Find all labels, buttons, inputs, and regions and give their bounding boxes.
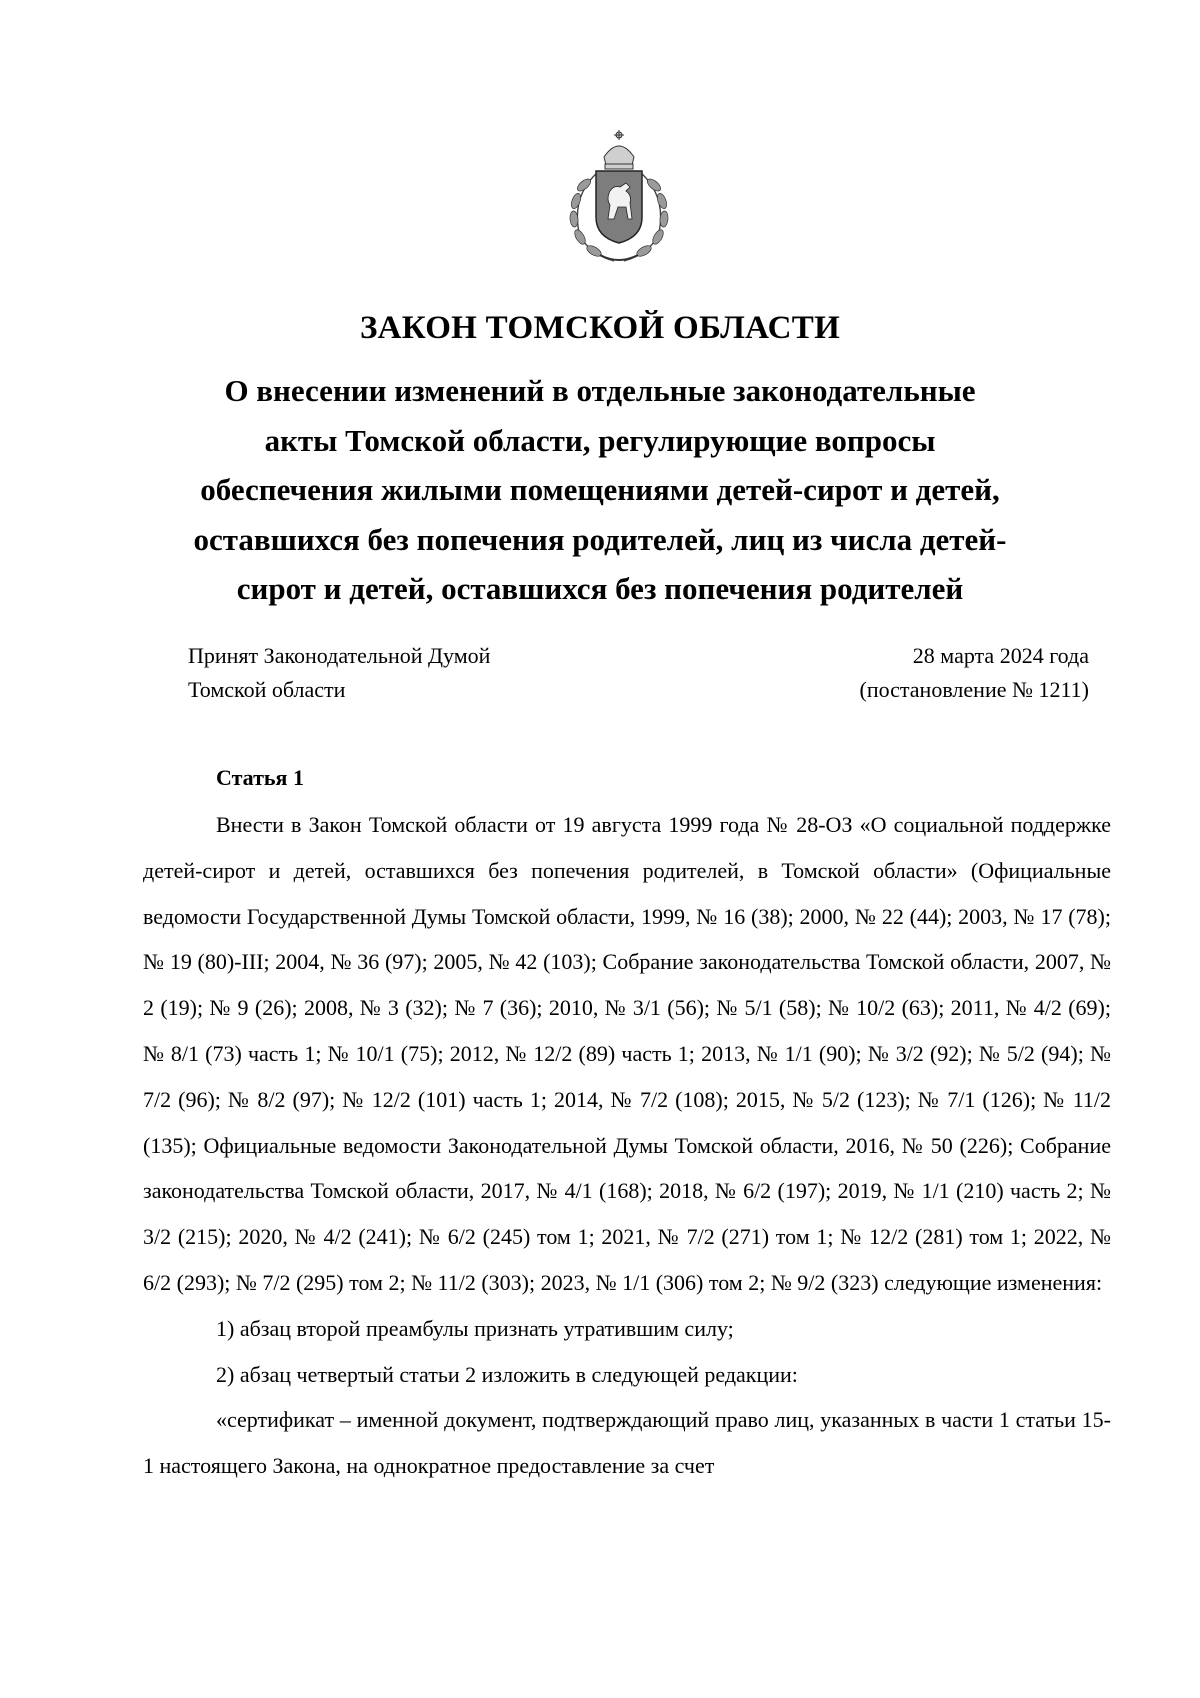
article-paragraph: Внести в Закон Томской области от 19 августа 1999 года № 28-ОЗ «О социальной поддержке детей-сирот и детей, оставшихся без попечения родителей, в Томской области» (Официальные ведомости Государственной Думы Томской области, 1999, № 16 (38); 2000, № 22 (44); 2003, № 17 (78); № 19 (80)-III; 2004, № 36 (97); 2005, № 42 (103); Собрание законодательства Томской области, 2007, № 2 (19); № 9 (26); 2008, № 3 (32); № 7 (36); 2010, № 3/1 (56); № 5/1 (58); № 10/2 (63); 2011, № 4/2 (69); № 8/1 (73) часть 1; № 10/1 (75); 2012, № 12/2 (89) часть 1; 2013, № 1/1 (90); № 3/2 (92); № 5/2 (94); № 7/2 (96); № 8/2 (97); № 12/2 (101) часть 1; 2014, № 7/2 (108); 2015, № 5/2 (123); № 7/1 (126); № 11/2 (135); Официальные ведомости Законодательной Думы Томской области, 2016, № 50 (226); Собрание законодательства Томской области, 2017, № 4/1 (168); 2018, № 6/2 (197); 2019, № 1/1 (210) часть 2; № 3/2 (215); 2020, № 4/2 (241); № 6/2 (245) том 1; 2021, № 7/2 (271) том 1; № 12/2 (281) том 1; 2022, № 6/2 (293); № 7/2 (295) том 2; № 11/2 (303); 2023, № 1/1 (306) том 2; № 9/2 (323) следующие изменения:	[143, 812, 1111, 1295]
article-paragraph: «сертификат – именной документ, подтверждающий право лиц, указанных в части 1 статьи 15-1 настоящего Закона, на однократное предоставление за счет	[143, 1407, 1111, 1479]
subtitle-line: О внесении изменений в отдельные законодательные	[224, 373, 976, 408]
adopted-by-line: Принят Законодательной Думой	[188, 643, 491, 668]
adoption-date-line: 28 марта 2024 года	[912, 643, 1089, 668]
subtitle-line: сирот и детей, оставшихся без попечения родителей	[236, 571, 964, 606]
adopted-by	[188, 639, 490, 707]
tomsk-oblast-coat-of-arms-icon	[560, 127, 678, 267]
law-title: ЗАКОН ТОМСКОЙ ОБЛАСТИ	[359, 310, 841, 346]
article-paragraph: 1) абзац второй преамбулы признать утратившим силу;	[216, 1315, 734, 1341]
adopted-by-line: Томской области	[188, 677, 346, 702]
adoption-date	[860, 639, 1090, 707]
law-subtitle	[130, 366, 1070, 614]
resolution-number: (постановление № 1211)	[859, 677, 1089, 702]
subtitle-line: оставшихся без попечения родителей, лиц из числа детей-	[193, 521, 1007, 557]
subtitle-line: обеспечения жилыми помещениями детей-сирот и детей,	[200, 472, 1000, 507]
subtitle-line: акты Томской области, регулирующие вопросы	[264, 422, 936, 458]
article-paragraph: 2) абзац четвертый статьи 2 изложить в следующей редакции:	[216, 1361, 798, 1387]
article-body	[143, 802, 1111, 1489]
article-heading: Статья 1	[216, 765, 304, 790]
